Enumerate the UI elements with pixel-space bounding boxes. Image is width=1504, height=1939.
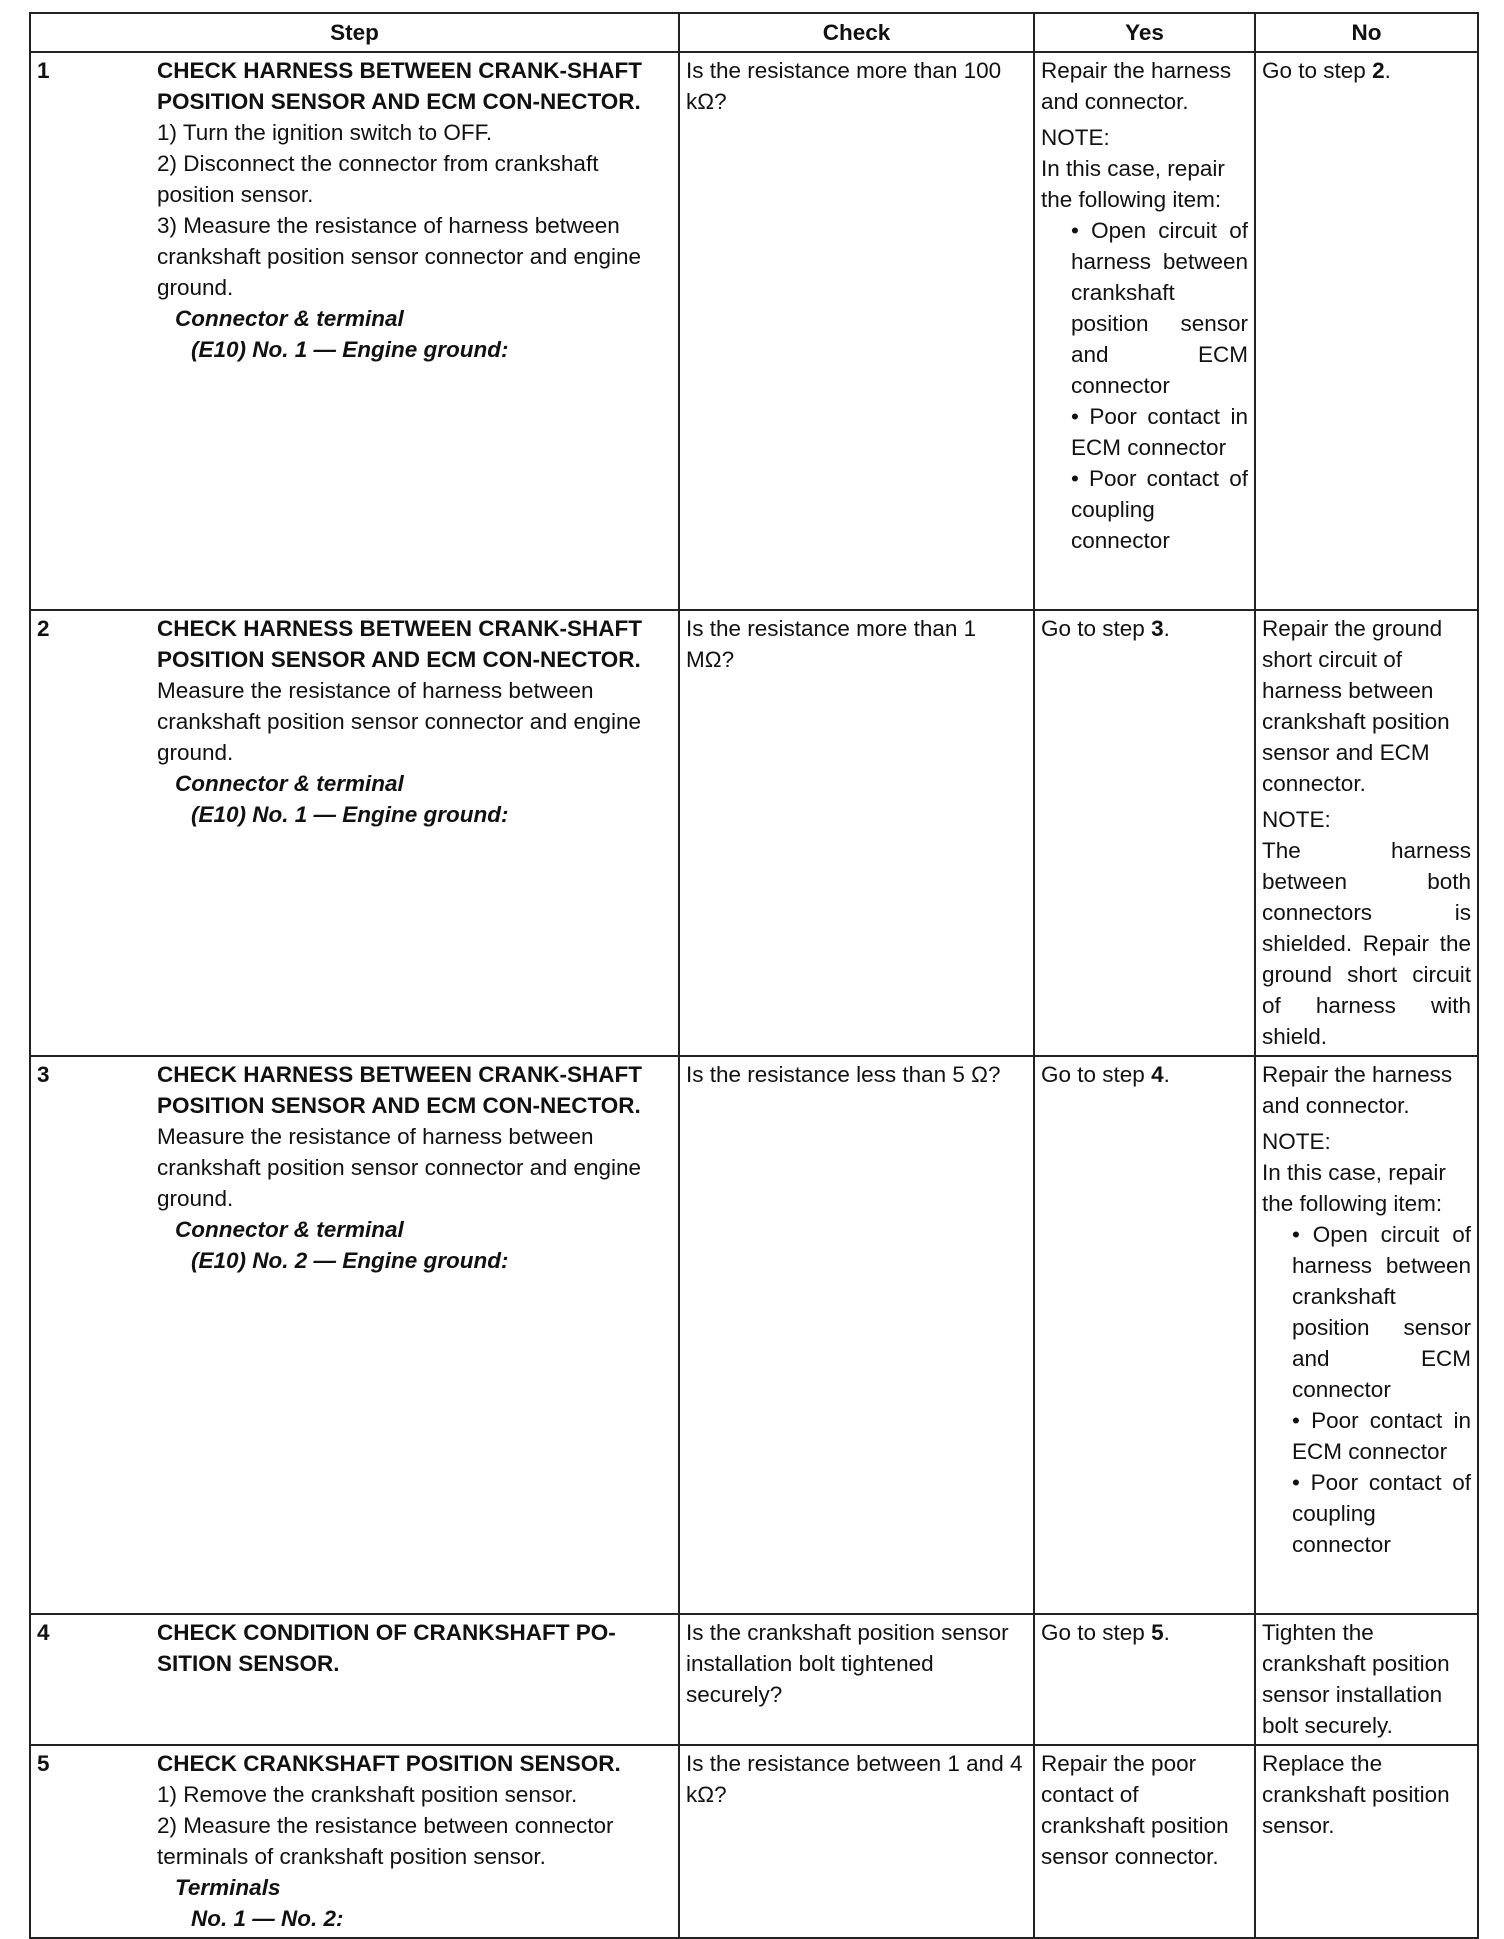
- go-to-step: Go to step 2.: [1262, 58, 1391, 83]
- step-line: 3) Measure the resistance of harness between crankshaft position sensor connector and engine ground.: [157, 213, 642, 300]
- note-text: In this case, repair the following item:: [1041, 156, 1225, 212]
- step-title: CHECK CONDITION OF CRANKSHAFT PO-SITION SENSOR.: [157, 1620, 616, 1676]
- step-title: CHECK HARNESS BETWEEN CRANK-SHAFT POSITION SENSOR AND ECM CON-NECTOR.: [157, 1062, 643, 1118]
- connector-label: Connector & terminal: [175, 1217, 404, 1242]
- check-cell: Is the resistance between 1 and 4 kΩ?: [679, 1745, 1034, 1938]
- terminal-spec: (E10) No. 2 — Engine ground:: [191, 1248, 509, 1273]
- terminal-spec: (E10) No. 1 — Engine ground:: [191, 802, 509, 827]
- note-bullet: • Poor contact of coupling connector: [1262, 1467, 1471, 1560]
- step-number: 1: [37, 58, 50, 83]
- step-number: 2: [37, 616, 50, 641]
- step-number: 5: [37, 1751, 50, 1776]
- yes-cell: [1034, 52, 1255, 610]
- step-title: CHECK CRANKSHAFT POSITION SENSOR.: [157, 1751, 621, 1776]
- step-line: Measure the resistance of harness between crankshaft position sensor connector and engine ground.: [157, 678, 642, 765]
- terminal-spec: (E10) No. 1 — Engine ground:: [191, 337, 509, 362]
- note-text: The harness between both connectors is shielded. Repair the ground short circuit of harness with shield.: [1262, 838, 1471, 1049]
- no-text: Repair the ground short circuit of harness between crankshaft position sensor and ECM connector.: [1262, 616, 1450, 796]
- note-label: NOTE:: [1041, 125, 1110, 150]
- step-number: 3: [37, 1062, 50, 1087]
- step-line: 1) Remove the crankshaft position sensor.: [157, 1782, 578, 1807]
- note-text: In this case, repair the following item:: [1262, 1160, 1446, 1216]
- table-row: [30, 1614, 1478, 1745]
- note-bullet: • Poor contact in ECM connector: [1262, 1405, 1471, 1467]
- yes-cell: [1034, 610, 1255, 1056]
- check-cell: Is the resistance less than 5 Ω?: [679, 1056, 1034, 1614]
- step-title: CHECK HARNESS BETWEEN CRANK-SHAFT POSITION SENSOR AND ECM CON-NECTOR.: [157, 58, 643, 114]
- connector-label: Connector & terminal: [175, 771, 404, 796]
- note-label: NOTE:: [1262, 1129, 1331, 1154]
- note-label: NOTE:: [1262, 807, 1331, 832]
- go-to-step: Go to step 3.: [1041, 616, 1170, 641]
- no-cell: Replace the crankshaft position sensor.: [1255, 1745, 1478, 1938]
- header-row: [30, 13, 1478, 52]
- no-cell: [1255, 1056, 1478, 1614]
- go-to-step: Go to step 4.: [1041, 1062, 1170, 1087]
- yes-cell: Repair the poor contact of crankshaft position sensor connector.: [1034, 1745, 1255, 1938]
- yes-cell: [1034, 1056, 1255, 1614]
- diagnostic-table: [29, 12, 1479, 1939]
- table-row: [30, 1056, 1478, 1614]
- header-yes: Yes: [1034, 13, 1255, 52]
- note-bullet: • Poor contact in ECM connector: [1041, 401, 1248, 463]
- step-number: 4: [37, 1620, 50, 1645]
- step-title: CHECK HARNESS BETWEEN CRANK-SHAFT POSITION SENSOR AND ECM CON-NECTOR.: [157, 616, 643, 672]
- table-row: [30, 1745, 1478, 1938]
- step-line: Measure the resistance of harness between crankshaft position sensor connector and engine ground.: [157, 1124, 642, 1211]
- no-text: Repair the harness and connector.: [1262, 1062, 1453, 1118]
- connector-label: Connector & terminal: [175, 306, 404, 331]
- note-bullet: • Open circuit of harness between crankshaft position sensor and ECM connector: [1262, 1219, 1471, 1405]
- header-no: No: [1255, 13, 1478, 52]
- yes-text: Repair the harness and connector.: [1041, 58, 1232, 114]
- terminal-spec: No. 1 — No. 2:: [191, 1906, 344, 1931]
- terminals-label: Terminals: [175, 1875, 281, 1900]
- step-cell: [30, 1745, 679, 1938]
- no-cell: [1255, 52, 1478, 610]
- header-step: Step: [30, 13, 679, 52]
- note-bullet: • Open circuit of harness between crankshaft position sensor and ECM connector: [1041, 215, 1248, 401]
- table-row: [30, 52, 1478, 610]
- step-line: 1) Turn the ignition switch to OFF.: [157, 120, 493, 145]
- step-line: 2) Disconnect the connector from crankshaft position sensor.: [157, 151, 599, 207]
- no-cell: Tighten the crankshaft position sensor installation bolt securely.: [1255, 1614, 1478, 1745]
- note-bullet: • Poor contact of coupling connector: [1041, 463, 1248, 556]
- check-cell: Is the resistance more than 1 MΩ?: [679, 610, 1034, 1056]
- step-cell: [30, 610, 679, 1056]
- check-cell: Is the crankshaft position sensor installation bolt tightened securely?: [679, 1614, 1034, 1745]
- go-to-step: Go to step 5.: [1041, 1620, 1170, 1645]
- step-cell: [30, 1056, 679, 1614]
- header-check: Check: [679, 13, 1034, 52]
- step-cell: [30, 52, 679, 610]
- no-cell: [1255, 610, 1478, 1056]
- table-row: [30, 610, 1478, 1056]
- step-cell: [30, 1614, 679, 1745]
- check-cell: Is the resistance more than 100 kΩ?: [679, 52, 1034, 610]
- yes-cell: [1034, 1614, 1255, 1745]
- step-line: 2) Measure the resistance between connector terminals of crankshaft position sensor.: [157, 1813, 614, 1869]
